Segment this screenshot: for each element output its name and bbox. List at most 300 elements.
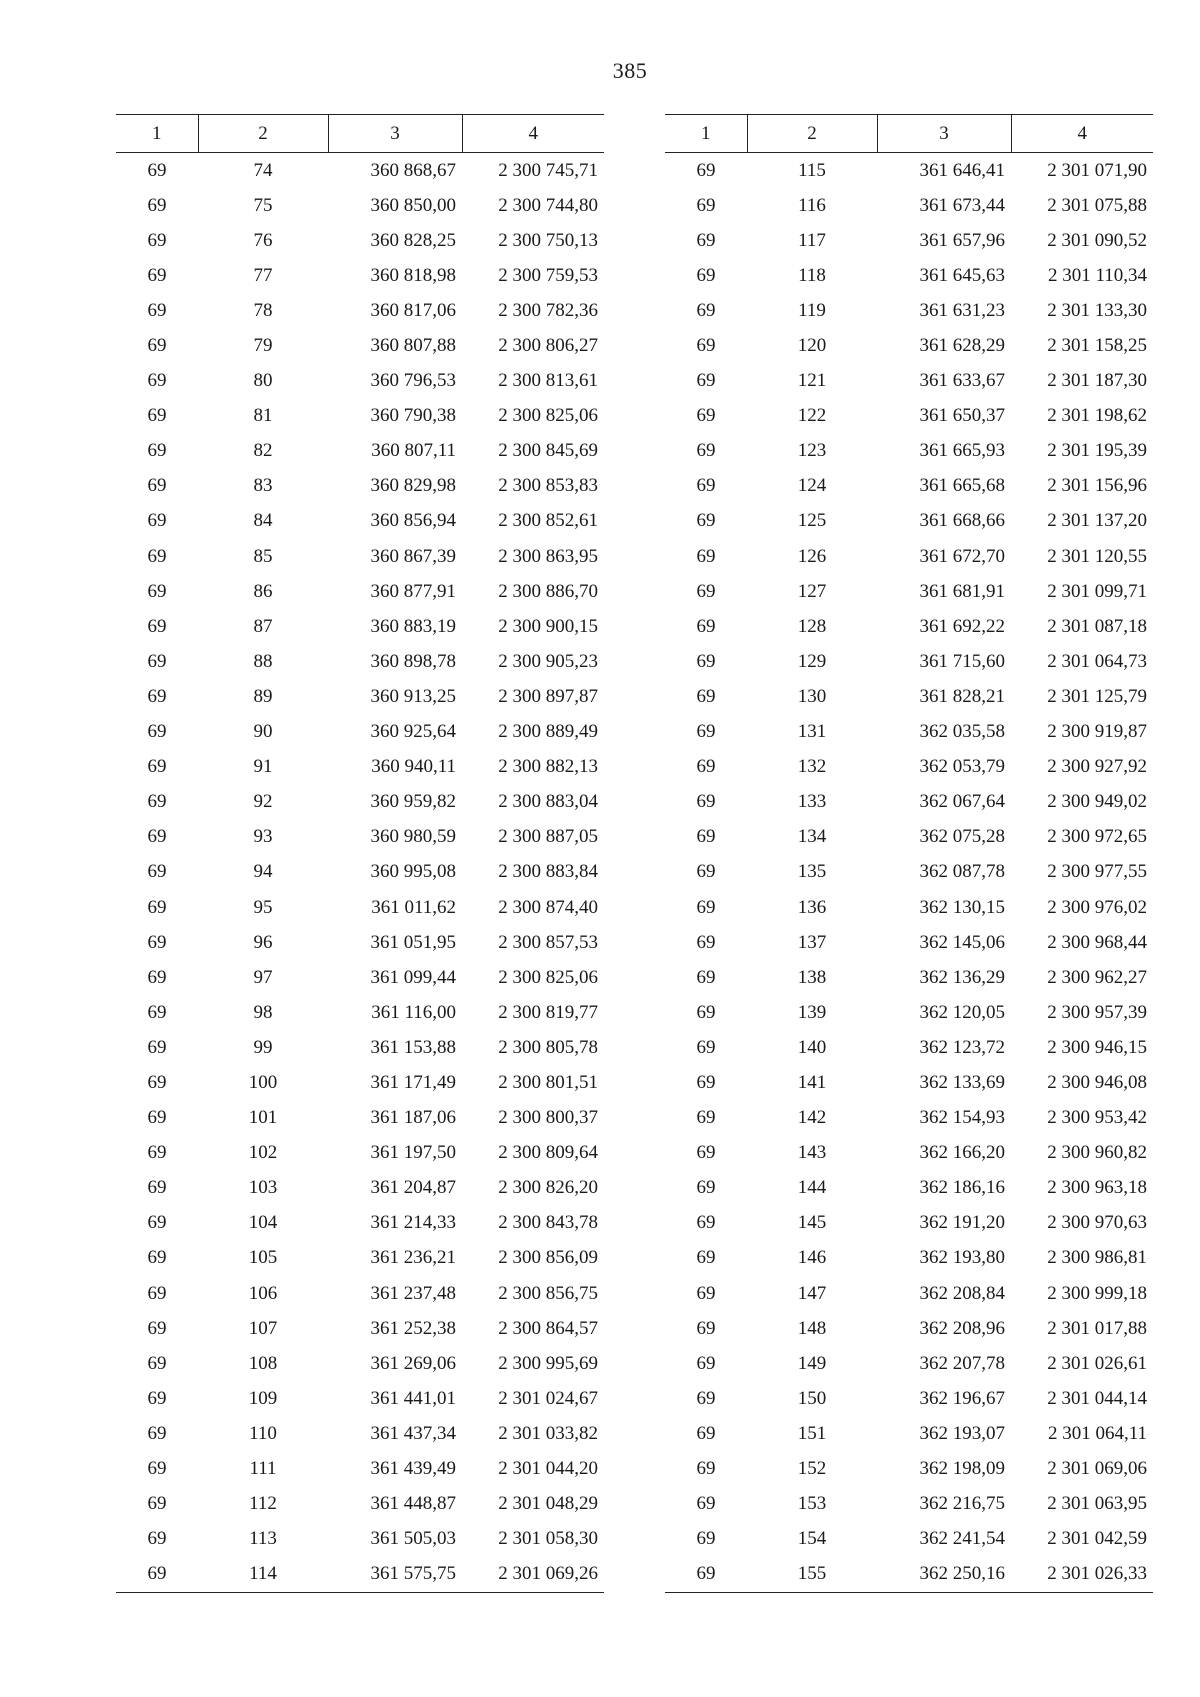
table-row bbox=[665, 574, 1153, 609]
table-row bbox=[665, 1487, 1153, 1522]
cell-y-coordinate: 2 300 927,92 bbox=[1047, 756, 1147, 778]
cell-y-coordinate: 2 301 090,52 bbox=[1047, 229, 1147, 251]
cell-point-number: 95 bbox=[253, 896, 273, 918]
cell-point-number: 117 bbox=[798, 229, 826, 251]
table-row bbox=[116, 1557, 604, 1593]
cell-x-coordinate: 361 681,91 bbox=[919, 580, 1005, 602]
table-row bbox=[665, 995, 1153, 1030]
cell-contour: 69 bbox=[147, 1177, 167, 1199]
cell-x-coordinate: 361 214,33 bbox=[370, 1212, 456, 1234]
cell-point-number: 111 bbox=[249, 1458, 277, 1480]
table-row bbox=[116, 1030, 604, 1065]
cell-contour: 69 bbox=[147, 1528, 167, 1550]
table-row bbox=[665, 1206, 1153, 1241]
cell-point-number: 100 bbox=[248, 1071, 278, 1093]
cell-x-coordinate: 362 191,20 bbox=[919, 1212, 1005, 1234]
table-row bbox=[665, 258, 1153, 293]
cell-x-coordinate: 360 940,11 bbox=[371, 756, 456, 778]
cell-x-coordinate: 361 633,67 bbox=[919, 370, 1005, 392]
cell-y-coordinate: 2 300 986,81 bbox=[1047, 1247, 1147, 1269]
cell-contour: 69 bbox=[696, 335, 716, 357]
table-row bbox=[665, 1030, 1153, 1065]
cell-y-coordinate: 2 300 949,02 bbox=[1047, 791, 1147, 813]
cell-y-coordinate: 2 300 826,20 bbox=[498, 1177, 598, 1199]
cell-point-number: 152 bbox=[797, 1458, 827, 1480]
cell-contour: 69 bbox=[147, 1387, 167, 1409]
cell-y-coordinate: 2 300 809,64 bbox=[498, 1142, 598, 1164]
cell-y-coordinate: 2 301 187,30 bbox=[1047, 370, 1147, 392]
cell-contour: 69 bbox=[696, 1247, 716, 1269]
table-row bbox=[116, 679, 604, 714]
cell-point-number: 130 bbox=[797, 685, 827, 707]
cell-y-coordinate: 2 301 133,30 bbox=[1047, 299, 1147, 321]
cell-y-coordinate: 2 300 962,27 bbox=[1047, 966, 1147, 988]
table-row bbox=[116, 1206, 604, 1241]
cell-point-number: 106 bbox=[248, 1282, 278, 1304]
cell-point-number: 134 bbox=[797, 826, 827, 848]
cell-y-coordinate: 2 301 195,39 bbox=[1047, 440, 1147, 462]
table-row bbox=[665, 679, 1153, 714]
cell-x-coordinate: 361 715,60 bbox=[919, 650, 1005, 672]
cell-contour: 69 bbox=[147, 370, 167, 392]
cell-contour: 69 bbox=[696, 1177, 716, 1199]
cell-point-number: 124 bbox=[797, 475, 827, 497]
column-header-3: 3 bbox=[877, 115, 1011, 153]
table-row bbox=[665, 434, 1153, 469]
cell-x-coordinate: 360 898,78 bbox=[370, 650, 456, 672]
cell-y-coordinate: 2 301 017,88 bbox=[1047, 1317, 1147, 1339]
cell-y-coordinate: 2 301 064,73 bbox=[1047, 650, 1147, 672]
cell-x-coordinate: 361 439,49 bbox=[370, 1458, 456, 1480]
cell-y-coordinate: 2 301 158,25 bbox=[1047, 335, 1147, 357]
table-row bbox=[665, 1065, 1153, 1100]
cell-y-coordinate: 2 300 900,15 bbox=[498, 615, 598, 637]
cell-y-coordinate: 2 300 977,55 bbox=[1047, 861, 1147, 883]
cell-x-coordinate: 360 807,88 bbox=[370, 335, 456, 357]
cell-contour: 69 bbox=[696, 966, 716, 988]
column-header-4: 4 bbox=[1011, 115, 1153, 153]
cell-x-coordinate: 361 645,63 bbox=[919, 264, 1005, 286]
cell-point-number: 92 bbox=[253, 791, 273, 813]
cell-x-coordinate: 360 995,08 bbox=[370, 861, 456, 883]
cell-point-number: 149 bbox=[797, 1352, 827, 1374]
cell-x-coordinate: 362 196,67 bbox=[919, 1387, 1005, 1409]
cell-y-coordinate: 2 300 960,82 bbox=[1047, 1142, 1147, 1164]
table-row bbox=[116, 715, 604, 750]
cell-contour: 69 bbox=[696, 1036, 716, 1058]
table-row bbox=[665, 715, 1153, 750]
cell-point-number: 121 bbox=[797, 370, 827, 392]
table-row bbox=[116, 1346, 604, 1381]
table-row bbox=[665, 469, 1153, 504]
cell-y-coordinate: 2 300 805,78 bbox=[498, 1036, 598, 1058]
table-row bbox=[665, 1381, 1153, 1416]
table-row bbox=[665, 188, 1153, 223]
cell-point-number: 79 bbox=[253, 335, 273, 357]
table-row bbox=[665, 820, 1153, 855]
cell-contour: 69 bbox=[696, 1282, 716, 1304]
table-row bbox=[116, 293, 604, 328]
table-row bbox=[116, 925, 604, 960]
cell-y-coordinate: 2 301 110,34 bbox=[1047, 264, 1147, 286]
cell-contour: 69 bbox=[147, 1071, 167, 1093]
cell-x-coordinate: 360 807,11 bbox=[371, 440, 456, 462]
column-header-1: 1 bbox=[665, 115, 747, 153]
cell-contour: 69 bbox=[696, 1142, 716, 1164]
table-row bbox=[116, 820, 604, 855]
table-row bbox=[116, 1522, 604, 1557]
cell-point-number: 98 bbox=[253, 1001, 273, 1023]
cell-y-coordinate: 2 300 813,61 bbox=[498, 370, 598, 392]
cell-point-number: 78 bbox=[253, 299, 273, 321]
cell-y-coordinate: 2 301 120,55 bbox=[1047, 545, 1147, 567]
table-row bbox=[665, 1346, 1153, 1381]
cell-y-coordinate: 2 301 125,79 bbox=[1047, 685, 1147, 707]
cell-x-coordinate: 362 208,84 bbox=[919, 1282, 1005, 1304]
table-row bbox=[116, 1065, 604, 1100]
cell-x-coordinate: 360 877,91 bbox=[370, 580, 456, 602]
cell-contour: 69 bbox=[147, 685, 167, 707]
coordinates-table-left bbox=[116, 114, 604, 1593]
cell-contour: 69 bbox=[147, 1352, 167, 1374]
cell-point-number: 97 bbox=[253, 966, 273, 988]
cell-point-number: 81 bbox=[253, 405, 273, 427]
cell-contour: 69 bbox=[147, 1282, 167, 1304]
cell-x-coordinate: 361 665,93 bbox=[919, 440, 1005, 462]
cell-point-number: 123 bbox=[797, 440, 827, 462]
cell-y-coordinate: 2 301 099,71 bbox=[1047, 580, 1147, 602]
cell-x-coordinate: 362 193,07 bbox=[919, 1422, 1005, 1444]
cell-contour: 69 bbox=[147, 159, 167, 181]
cell-contour: 69 bbox=[696, 405, 716, 427]
table-body-left bbox=[116, 153, 604, 1593]
cell-y-coordinate: 2 300 897,87 bbox=[498, 685, 598, 707]
table-row bbox=[116, 469, 604, 504]
table-row bbox=[116, 785, 604, 820]
cell-contour: 69 bbox=[147, 1493, 167, 1515]
cell-contour: 69 bbox=[665, 1557, 747, 1593]
cell-contour: 69 bbox=[147, 475, 167, 497]
table-row bbox=[665, 960, 1153, 995]
table-row bbox=[665, 1522, 1153, 1557]
cell-x-coordinate: 361 269,06 bbox=[370, 1352, 456, 1374]
cell-contour: 69 bbox=[696, 299, 716, 321]
cell-point-number: 91 bbox=[253, 756, 273, 778]
column-header-1: 1 bbox=[116, 115, 198, 153]
cell-x-coordinate: 362 053,79 bbox=[919, 756, 1005, 778]
cell-y-coordinate: 2 301 026,61 bbox=[1047, 1352, 1147, 1374]
cell-contour: 69 bbox=[696, 1493, 716, 1515]
cell-y-coordinate: 2 300 995,69 bbox=[498, 1352, 598, 1374]
table-body-right bbox=[665, 153, 1153, 1593]
cell-point-number: 113 bbox=[249, 1528, 277, 1550]
cell-point-number: 105 bbox=[248, 1247, 278, 1269]
cell-contour: 69 bbox=[147, 1107, 167, 1129]
cell-y-coordinate: 2 300 856,09 bbox=[498, 1247, 598, 1269]
cell-x-coordinate: 362 208,96 bbox=[919, 1317, 1005, 1339]
cell-contour: 69 bbox=[696, 1107, 716, 1129]
cell-y-coordinate: 2 301 137,20 bbox=[1047, 510, 1147, 532]
cell-y-coordinate: 2 300 853,83 bbox=[498, 475, 598, 497]
cell-x-coordinate: 361 631,23 bbox=[919, 299, 1005, 321]
table-row bbox=[665, 890, 1153, 925]
cell-y-coordinate: 2 300 843,78 bbox=[498, 1212, 598, 1234]
cell-x-coordinate: 361 011,62 bbox=[371, 896, 456, 918]
cell-contour: 69 bbox=[696, 1352, 716, 1374]
cell-x-coordinate: 362 186,16 bbox=[919, 1177, 1005, 1199]
cell-y-coordinate: 2 300 759,53 bbox=[498, 264, 598, 286]
cell-contour: 69 bbox=[147, 1247, 167, 1269]
cell-point-number: 133 bbox=[797, 791, 827, 813]
cell-point-number: 140 bbox=[797, 1036, 827, 1058]
cell-contour: 69 bbox=[696, 826, 716, 848]
cell-point-number: 151 bbox=[797, 1422, 827, 1444]
cell-point-number: 148 bbox=[797, 1317, 827, 1339]
cell-x-coordinate: 361 828,21 bbox=[919, 685, 1005, 707]
cell-y-coordinate: 2 301 198,62 bbox=[1047, 405, 1147, 427]
cell-x-coordinate: 361 171,49 bbox=[370, 1071, 456, 1093]
cell-y-coordinate: 2 300 856,75 bbox=[498, 1282, 598, 1304]
cell-point-number: 87 bbox=[253, 615, 273, 637]
cell-y-coordinate: 2 300 745,71 bbox=[498, 159, 598, 181]
cell-contour: 69 bbox=[147, 966, 167, 988]
cell-x-coordinate: 360 818,98 bbox=[370, 264, 456, 286]
table-row bbox=[665, 855, 1153, 890]
cell-contour: 69 bbox=[696, 440, 716, 462]
cell-y-coordinate: 2 300 864,57 bbox=[498, 1317, 598, 1339]
table-row bbox=[116, 1101, 604, 1136]
table-row bbox=[116, 223, 604, 258]
cell-x-coordinate: 361 187,06 bbox=[370, 1107, 456, 1129]
table-row bbox=[665, 644, 1153, 679]
cell-x-coordinate: 361 575,75 bbox=[328, 1557, 462, 1593]
cell-point-number: 112 bbox=[249, 1493, 277, 1515]
cell-point-number: 143 bbox=[797, 1142, 827, 1164]
table-row bbox=[665, 1241, 1153, 1276]
cell-point-number: 89 bbox=[253, 685, 273, 707]
cell-point-number: 116 bbox=[798, 194, 826, 216]
cell-y-coordinate: 2 300 800,37 bbox=[498, 1107, 598, 1129]
cell-y-coordinate: 2 300 919,87 bbox=[1047, 721, 1147, 743]
cell-y-coordinate: 2 300 970,63 bbox=[1047, 1212, 1147, 1234]
cell-y-coordinate: 2 300 953,42 bbox=[1047, 1107, 1147, 1129]
cell-point-number: 119 bbox=[798, 299, 826, 321]
cell-contour: 69 bbox=[147, 1036, 167, 1058]
cell-x-coordinate: 362 075,28 bbox=[919, 826, 1005, 848]
cell-contour: 69 bbox=[696, 1528, 716, 1550]
cell-contour: 69 bbox=[147, 1142, 167, 1164]
cell-x-coordinate: 361 236,21 bbox=[370, 1247, 456, 1269]
table-row bbox=[665, 153, 1153, 189]
cell-point-number: 99 bbox=[253, 1036, 273, 1058]
cell-x-coordinate: 360 790,38 bbox=[370, 405, 456, 427]
cell-point-number: 82 bbox=[253, 440, 273, 462]
cell-contour: 69 bbox=[147, 440, 167, 462]
cell-y-coordinate: 2 300 863,95 bbox=[498, 545, 598, 567]
cell-x-coordinate: 362 123,72 bbox=[919, 1036, 1005, 1058]
table-row bbox=[665, 328, 1153, 363]
table-row bbox=[665, 364, 1153, 399]
cell-x-coordinate: 360 925,64 bbox=[370, 721, 456, 743]
cell-contour: 69 bbox=[147, 826, 167, 848]
cell-y-coordinate: 2 301 042,59 bbox=[1047, 1528, 1147, 1550]
table-row bbox=[665, 1451, 1153, 1486]
column-header-3: 3 bbox=[328, 115, 462, 153]
cell-point-number: 104 bbox=[248, 1212, 278, 1234]
table-row bbox=[665, 1557, 1153, 1593]
cell-point-number: 101 bbox=[248, 1107, 278, 1129]
table-row bbox=[116, 890, 604, 925]
cell-point-number: 139 bbox=[797, 1001, 827, 1023]
cell-y-coordinate: 2 301 071,90 bbox=[1047, 159, 1147, 181]
cell-contour: 69 bbox=[147, 335, 167, 357]
table-row bbox=[116, 258, 604, 293]
table-row bbox=[116, 609, 604, 644]
table-row bbox=[116, 364, 604, 399]
table-row bbox=[116, 504, 604, 539]
table-row bbox=[116, 995, 604, 1030]
cell-x-coordinate: 362 198,09 bbox=[919, 1458, 1005, 1480]
table-row bbox=[665, 1416, 1153, 1451]
cell-point-number: 88 bbox=[253, 650, 273, 672]
cell-point-number: 135 bbox=[797, 861, 827, 883]
cell-contour: 69 bbox=[147, 791, 167, 813]
cell-y-coordinate: 2 300 887,05 bbox=[498, 826, 598, 848]
cell-point-number: 110 bbox=[249, 1422, 277, 1444]
cell-contour: 69 bbox=[147, 510, 167, 532]
cell-contour: 69 bbox=[696, 1212, 716, 1234]
cell-y-coordinate: 2 301 064,11 bbox=[1047, 1422, 1147, 1444]
cell-point-number: 80 bbox=[253, 370, 273, 392]
cell-contour: 69 bbox=[147, 896, 167, 918]
cell-contour: 69 bbox=[696, 650, 716, 672]
cell-point-number: 126 bbox=[797, 545, 827, 567]
cell-contour: 69 bbox=[147, 721, 167, 743]
cell-point-number: 129 bbox=[797, 650, 827, 672]
cell-x-coordinate: 362 154,93 bbox=[919, 1107, 1005, 1129]
table-row bbox=[665, 223, 1153, 258]
cell-contour: 69 bbox=[147, 299, 167, 321]
table-row bbox=[116, 328, 604, 363]
cell-x-coordinate: 361 657,96 bbox=[919, 229, 1005, 251]
cell-x-coordinate: 361 252,38 bbox=[370, 1317, 456, 1339]
cell-y-coordinate: 2 300 972,65 bbox=[1047, 826, 1147, 848]
cell-point-number: 86 bbox=[253, 580, 273, 602]
table-row bbox=[665, 539, 1153, 574]
table-row bbox=[665, 750, 1153, 785]
table-row bbox=[116, 1241, 604, 1276]
table-row bbox=[116, 153, 604, 189]
cell-x-coordinate: 362 120,05 bbox=[919, 1001, 1005, 1023]
column-header-2: 2 bbox=[198, 115, 328, 153]
cell-point-number: 150 bbox=[797, 1387, 827, 1409]
cell-y-coordinate: 2 300 957,39 bbox=[1047, 1001, 1147, 1023]
cell-y-coordinate: 2 301 024,67 bbox=[498, 1387, 598, 1409]
cell-contour: 69 bbox=[147, 194, 167, 216]
table-row bbox=[116, 1416, 604, 1451]
cell-contour: 69 bbox=[696, 1317, 716, 1339]
table-row bbox=[116, 434, 604, 469]
cell-x-coordinate: 360 883,19 bbox=[370, 615, 456, 637]
cell-y-coordinate: 2 300 886,70 bbox=[498, 580, 598, 602]
cell-x-coordinate: 362 250,16 bbox=[877, 1557, 1011, 1593]
cell-y-coordinate: 2 300 825,06 bbox=[498, 405, 598, 427]
cell-contour: 69 bbox=[696, 1422, 716, 1444]
table-row bbox=[116, 539, 604, 574]
cell-y-coordinate: 2 300 999,18 bbox=[1047, 1282, 1147, 1304]
table-row bbox=[116, 1136, 604, 1171]
cell-y-coordinate: 2 300 852,61 bbox=[498, 510, 598, 532]
cell-contour: 69 bbox=[696, 510, 716, 532]
table-row bbox=[665, 1171, 1153, 1206]
cell-contour: 69 bbox=[147, 615, 167, 637]
cell-contour: 69 bbox=[696, 264, 716, 286]
cell-x-coordinate: 360 867,39 bbox=[370, 545, 456, 567]
coordinates-table-right bbox=[665, 114, 1153, 1593]
cell-contour: 69 bbox=[696, 896, 716, 918]
cell-contour: 69 bbox=[696, 861, 716, 883]
cell-contour: 69 bbox=[696, 931, 716, 953]
cell-x-coordinate: 361 197,50 bbox=[370, 1142, 456, 1164]
table-header-row bbox=[116, 115, 604, 153]
cell-point-number: 109 bbox=[248, 1387, 278, 1409]
cell-y-coordinate: 2 301 026,33 bbox=[1011, 1557, 1153, 1593]
cell-point-number: 122 bbox=[797, 405, 827, 427]
cell-y-coordinate: 2 300 946,15 bbox=[1047, 1036, 1147, 1058]
cell-y-coordinate: 2 300 882,13 bbox=[498, 756, 598, 778]
cell-y-coordinate: 2 300 889,49 bbox=[498, 721, 598, 743]
cell-point-number: 114 bbox=[198, 1557, 328, 1593]
cell-point-number: 83 bbox=[253, 475, 273, 497]
cell-y-coordinate: 2 300 874,40 bbox=[498, 896, 598, 918]
cell-x-coordinate: 362 193,80 bbox=[919, 1247, 1005, 1269]
cell-contour: 69 bbox=[147, 545, 167, 567]
cell-y-coordinate: 2 301 156,96 bbox=[1047, 475, 1147, 497]
cell-y-coordinate: 2 300 883,04 bbox=[498, 791, 598, 813]
cell-contour: 69 bbox=[147, 756, 167, 778]
cell-x-coordinate: 361 204,87 bbox=[370, 1177, 456, 1199]
cell-contour: 69 bbox=[147, 1422, 167, 1444]
cell-x-coordinate: 362 145,06 bbox=[919, 931, 1005, 953]
table-row bbox=[116, 1276, 604, 1311]
cell-y-coordinate: 2 300 782,36 bbox=[498, 299, 598, 321]
cell-x-coordinate: 361 237,48 bbox=[370, 1282, 456, 1304]
cell-x-coordinate: 362 067,64 bbox=[919, 791, 1005, 813]
cell-point-number: 138 bbox=[797, 966, 827, 988]
cell-x-coordinate: 361 650,37 bbox=[919, 405, 1005, 427]
cell-y-coordinate: 2 301 058,30 bbox=[498, 1528, 598, 1550]
table-row bbox=[665, 399, 1153, 434]
cell-point-number: 128 bbox=[797, 615, 827, 637]
cell-x-coordinate: 362 133,69 bbox=[919, 1071, 1005, 1093]
cell-contour: 69 bbox=[696, 159, 716, 181]
cell-contour: 69 bbox=[147, 861, 167, 883]
cell-y-coordinate: 2 301 044,20 bbox=[498, 1458, 598, 1480]
cell-y-coordinate: 2 300 905,23 bbox=[498, 650, 598, 672]
cell-contour: 69 bbox=[696, 1387, 716, 1409]
cell-point-number: 142 bbox=[797, 1107, 827, 1129]
cell-point-number: 120 bbox=[797, 335, 827, 357]
cell-point-number: 153 bbox=[797, 1493, 827, 1515]
cell-point-number: 141 bbox=[797, 1071, 827, 1093]
cell-contour: 69 bbox=[147, 580, 167, 602]
table-row bbox=[116, 644, 604, 679]
cell-contour: 69 bbox=[116, 1557, 198, 1593]
cell-point-number: 118 bbox=[798, 264, 826, 286]
cell-point-number: 94 bbox=[253, 861, 273, 883]
cell-contour: 69 bbox=[696, 1071, 716, 1093]
cell-x-coordinate: 360 856,94 bbox=[370, 510, 456, 532]
